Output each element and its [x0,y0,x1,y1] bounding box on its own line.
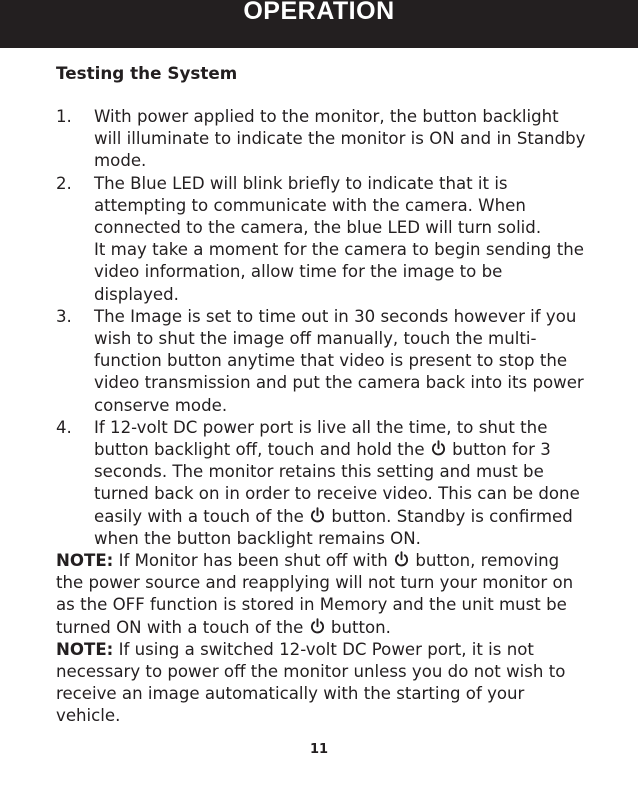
step-number: 3. [56,306,72,326]
section-title: Testing the System [56,63,238,83]
step-number: 2. [56,173,72,193]
note-text-continued: button, removing the power source and reapplying will not turn your monitor on as the OFF function is stored in Memory and the unit must be turned ON with a touch of the [56,551,574,637]
step-number: 1. [56,107,72,126]
step-text: The Blue LED will blink briefly to indicate that it is attempting to communicate with the camera. When connected to the camera, the blue LED will turn solid. [94,173,542,238]
content [56,62,586,728]
step-text-continued: It may take a moment for the camera to begin sending the video information, allow time for the image to be displayed. [94,240,584,304]
power-icon [431,440,446,457]
note-label: NOTE: [56,639,114,659]
note-label: NOTE: [56,551,114,571]
step-text: If 12-volt DC power port is live all the time, to shut the button backlight off, touch and hold the [94,417,548,460]
step-item [56,306,586,417]
power-icon [310,618,325,635]
page-header-title: OPERATION [243,0,395,25]
power-icon [310,507,325,524]
header-bar [0,0,638,48]
step-item [56,106,586,173]
steps-list [56,106,586,550]
step-number: 4. [56,417,72,437]
step-item [56,173,586,306]
note-text: If Monitor has been shut off with [113,551,388,571]
step-item [56,417,586,550]
note-paragraph [56,550,580,639]
note-paragraph [56,639,580,728]
note-text-continued: button. [330,617,391,637]
note-text: If using a switched 12-volt DC Power port, it is not necessary to power off the monitor unless you do not wish to receive an image automatically with the starting of your vehicle. [56,639,566,726]
step-text: The Image is set to time out in 30 seconds however if you wish to shut the image off manually, touch the multi-function button anytime that video is present to stop the video transmission and put the camera back into its power conserve mode. [94,306,584,415]
page-number: 11 [309,742,329,757]
power-icon [394,551,409,568]
step-text-continued: button for 3 seconds. The monitor retains this setting and must be turned back on in order to receive video. This can be done easily with a touch of the [94,440,580,526]
step-text-continued: button. Standby is confirmed when the button backlight remains ON. [94,506,573,548]
step-text: With power applied to the monitor, the button backlight will illuminate to indicate the monitor is ON and in Standby mode. [94,107,586,171]
